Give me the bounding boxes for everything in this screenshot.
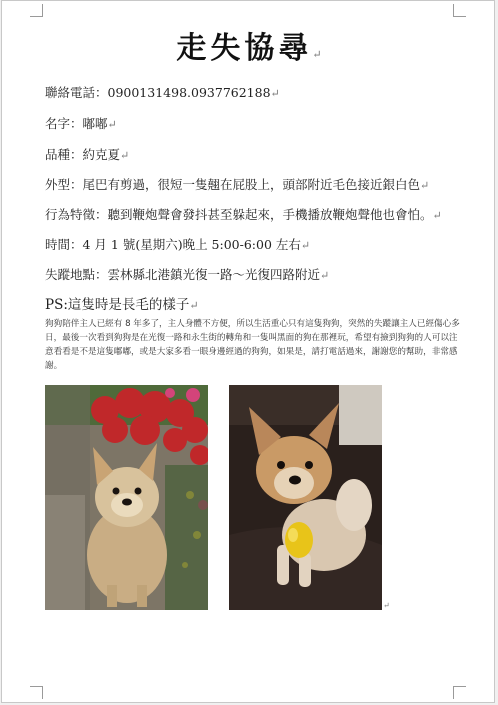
margin-corner-mark (30, 686, 43, 699)
paragraph-mark-icon: ↵ (312, 48, 322, 61)
flyer-title: 走失協尋↵ (176, 31, 322, 66)
paragraph-mark-icon: ↵ (383, 601, 390, 610)
dog-photo-garden (45, 385, 208, 610)
margin-corner-mark (453, 686, 466, 699)
dog-photo-garden-art (45, 385, 208, 610)
dog-photo-couch-art (229, 385, 382, 610)
dog-behavior: 行為特徵：聽到鞭炮聲會發抖甚至躲起來，手機播放鞭炮聲他也會怕。↵ (45, 207, 442, 222)
dog-name: 名字：嘟嘟↵ (45, 116, 117, 131)
dog-appearance: 外型：尾巴有剪過，很短一隻翹在屁股上，頭部附近毛色接近銀白色↵ (45, 177, 430, 192)
dog-breed: 品種：約克夏↵ (45, 147, 130, 162)
margin-corner-mark (30, 4, 43, 17)
lost-time: 時間：4 月 1 號(星期六)晚上 5:00-6:00 左右↵ (45, 237, 311, 252)
story-paragraph: 狗狗陪伴主人已經有 8 年多了，主人身體不方便，所以生活重心只有這隻狗狗，突然的失蹤讓主人已經傷心多日，最後一次看到狗狗是在光復一路和永生街的轉角和一隻叫黑面的狗在那裡玩，希望有撿到狗狗的人可以注意看看是不是這隻嘟嘟，或是大家多看一眼身邊經過的狗狗，如果是，請打電話過來，謝謝您的幫助，非常感謝。 (45, 319, 460, 371)
contact-phone: 聯絡電話：0900131498.0937762188↵ (45, 85, 280, 100)
document-page (1, 0, 495, 703)
dog-photo-couch (229, 385, 382, 610)
lost-location: 失蹤地點：雲林縣北港鎮光復一路～光復四路附近↵ (45, 267, 330, 282)
margin-corner-mark (453, 4, 466, 17)
ps-note: PS:這隻時是長毛的樣子↵ (45, 297, 199, 313)
